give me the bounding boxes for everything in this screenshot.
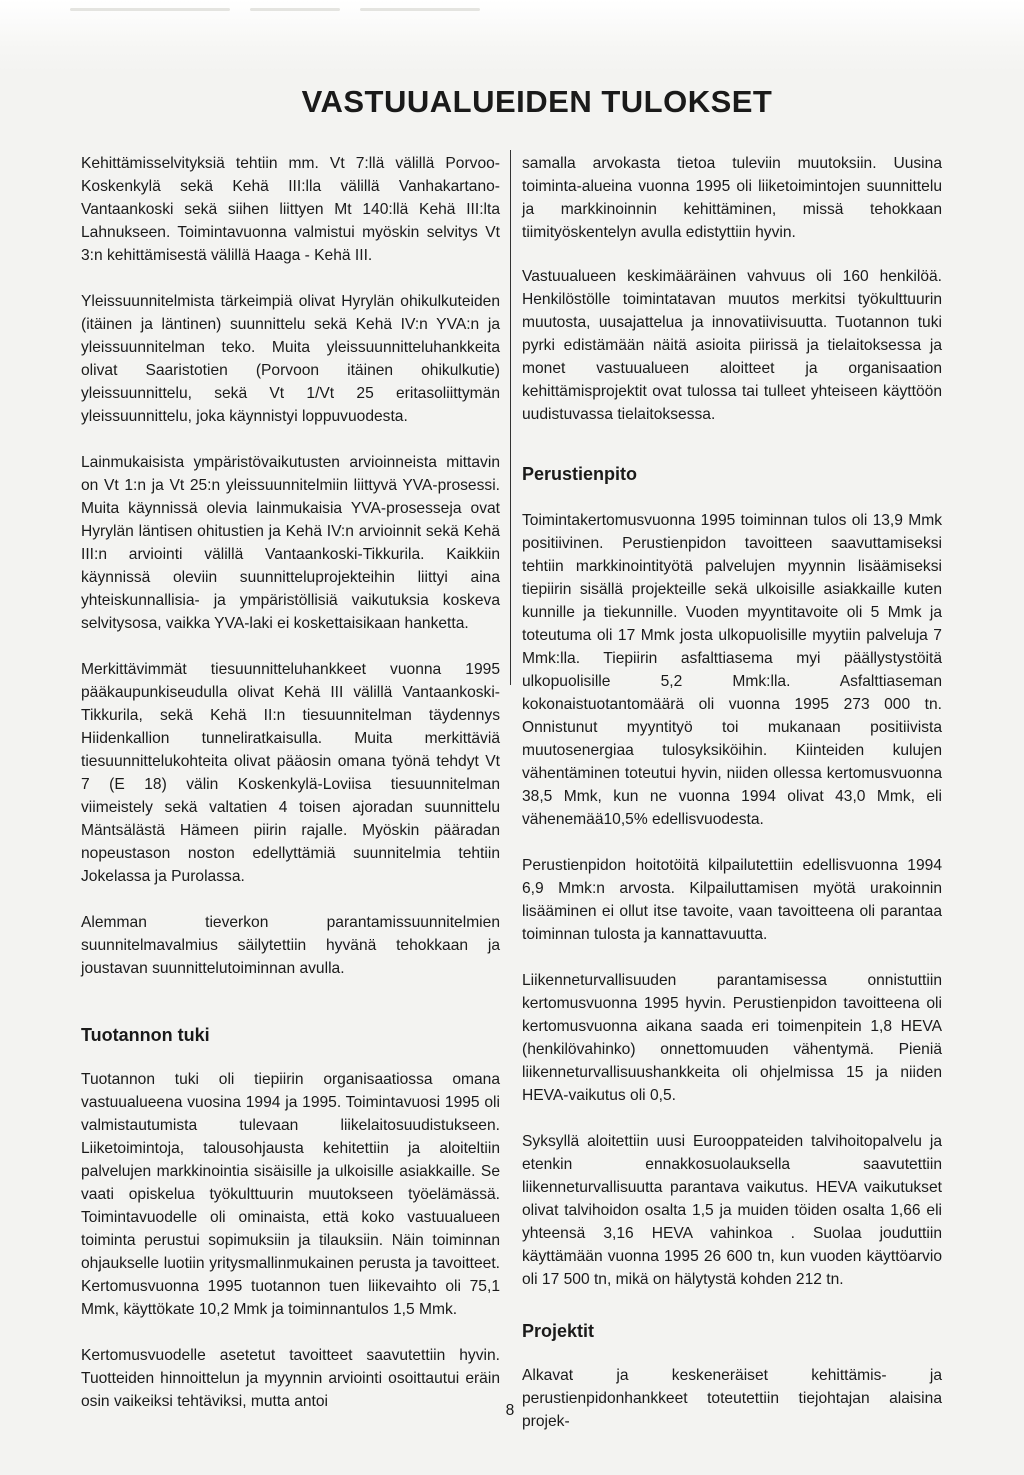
- section-heading-tuotannon-tuki: Tuotannon tuki: [81, 1025, 210, 1045]
- paragraph: Vastuualueen keskimääräinen vahvuus oli 160 henkilöä. Henkilöstölle toimintatavan muutos merkitsi työkulttuurin muutosta, uusajattelua ja innovatiivisuutta. Tuotannon tuki pyrki edistämään näitä asioita piirissä ja tielaitoksessa ja monet vastuualueen aloitteet ja organisaation kehittämisprojektit ovat tulossa tai tulleet yhteiseen käyttöön uudistuvassa tielaitoksessa.: [522, 268, 942, 423]
- paragraph: Lainmukaisista ympäristövaikutusten arvioinneista mittavin on Vt 1:n ja Vt 25:n yleissuunnitelmiin liittyvä YVA-prosessi. Muita käynnissä olevia lainmukaisia YVA-prosesseja ovat Hyrylän läntisen ohitustien ja Kehä IV:n arvioinnit sekä Kehä III:n arviointi välillä Vantaankoski-Tikkurila. Kaikkiin käynnissä oleviin suunnitteluprojekteihin liittyi aina yhteiskunnallisia- ja ympäristöllisiä vaikutuksia koskeva selvitysosa, vaikka YVA-laki ei koskettaisikaan hanketta.: [81, 454, 500, 632]
- column-divider: [510, 150, 511, 685]
- paragraph: Syksyllä aloitettiin uusi Eurooppateiden talvihoitopalvelu ja etenkin ennakkosuolauksella saavutettiin liikenneturvallisuutta parantava vaikutus. HEVA vaikutukset olivat talvihoidon osalta 1,5 ja muiden töiden osalta 1,66 eli yhteensä 3,16 HEVA vahinkoa . Suolaa jouduttiin käyttämään vuonna 1995 26 600 tn, kun vuoden käyttöarvio oli 17 500 tn, mikä on hälytystä kohden 212 tn.: [522, 1133, 942, 1288]
- paragraph: Toimintakertomusvuonna 1995 toiminnan tulos oli 13,9 Mmk positiivinen. Perustienpidon tavoitteen saavuttamiseksi tehtiin markkinointityötä palvelujen myynnin lisäämiseksi tiepiirin sisällä projekteille sekä ulkoisille asiakkaille kuten kunnille ja tiekunnille. Vuoden myyntitavoite oli 5 Mmk ja toteutuma oli 17 Mmk josta ulkopuolisille myytiin palveluja 7 Mmk:lla. Tiepiirin asfalttiasema myi päällystystöitä ulkopuolisille 5,2 Mmk:lla. Asfalttiaseman kokonaistuotantomäärä oli vuonna 1995 273 000 tn. Onnistunut myyntityö toi mukanaan positiivista muutosenergiaa tulosyksiköihin. Kiinteiden kulujen vähentäminen toteutui hyvin, niiden ollessa kertomusvuonna 38,5 Mmk, kun ne vuonna 1994 olivat 43,0 Mmk, eli vähenemää10,5% edellisvuodesta.: [522, 512, 942, 828]
- scan-header-band: [0, 0, 1024, 72]
- paragraph: Merkittävimmät tiesuunnitteluhankkeet vuonna 1995 pääkaupunkiseudulla olivat Kehä III välillä Vantaankoski-Tikkurila, sekä Kehä II:n tiesuunnitelman täydennys Hiidenkallion tunneliratkaisulla. Muita merkittäviä tiesuunnittelukohteita olivat pääosin omana työnä tehdyt Vt 7 (E 18) välin Koskenkylä-Loviisa tiesuunnitelman viimeistely sekä valtatien 4 toisen ajoradan suunnittelu Mäntsälästä Hämeen piirin rajalle. Myöskin pääradan nopeustason noston edellyttämiä suunnitelmia tehtiin Jokelassa ja Purolassa.: [81, 661, 500, 885]
- paragraph: Kehittämisselvityksiä tehtiin mm. Vt 7:llä välillä Porvoo-Koskenkylä sekä Kehä III:lla välillä Vanhakartano-Vantaankoski sekä siihen liittyen Mt 140:llä Kehä III:lta Lahnukseen. Toimintavuonna valmistui myöskin selvitys Vt 3:n kehittämisestä välillä Haaga - Kehä III.: [81, 155, 500, 264]
- scan-artifact: [360, 8, 480, 11]
- paragraph: Tuotannon tuki oli tiepiirin organisaatiossa omana vastuualueena vuosina 1994 ja 1995. Toimintavuosi 1995 oli valmistautumista tulevaan liikelaitosuudistukseen. Liiketoimintoja, talousohjausta kehitettiin ja aloiteltiin palvelujen markkinointia sisäisille ja ulkoisille asiakkaille. Se vaati opiskelua työkulttuurin muutokseen työelämässä. Toimintavuodelle oli ominaista, että koko vastuualueen toiminta perustui sopimuksiin ja tilauksiin. Näin toiminnan ohjaukselle luotiin yritysmallinmukainen perusta ja tavoitteet. Kertomusvuonna 1995 tuotannon tuen liikevaihto oli 75,1 Mmk, käyttökate 10,2 Mmk ja toiminnantulos 1,5 Mmk.: [81, 1071, 500, 1318]
- paragraph: Alkavat ja keskeneräiset kehittämis- ja perustienpidonhankkeet toteutettiin tiejohtajan alaisina projek-: [522, 1367, 942, 1430]
- paragraph: Liikenneturvallisuuden parantamisessa onnistuttiin kertomusvuonna 1995 hyvin. Perustienpidon tavoitteena oli kertomusvuonna aikana saada eri toimenpitein 1,8 HEVA (henkilövahinko) onnettomuuden vähentymä. Pieniä liikenneturvallisuushankkeita oli ohjelmissa 15 ja niiden HEVA-vaikutus oli 0,5.: [522, 972, 942, 1104]
- page-title: VASTUUALUEIDEN TULOKSET: [301, 84, 773, 119]
- left-column: [81, 152, 500, 1436]
- right-column: [522, 152, 942, 1456]
- paragraph: Perustienpidon hoitotöitä kilpailutettiin edellisvuonna 1994 6,9 Mmk:n arvosta. Kilpailuttamisen myötä urakoinnin lisääminen ei ollut itse tavoite, vaan tavoitteena oli parantaa toiminnan tulosta ja kannattavuutta.: [522, 857, 942, 943]
- section-heading-projektit: Projektit: [522, 1321, 595, 1341]
- scan-artifact: [70, 8, 230, 11]
- paragraph: Kertomusvuodelle asetetut tavoitteet saavutettiin hyvin. Tuotteiden hinnoittelun ja myynnin arviointi osoittautui eräin osin vaikeiksi tehtäviksi, mutta antoi: [81, 1347, 500, 1410]
- paragraph: Alemman tieverkon parantamissuunnitelmien suunnitelmavalmius säilytettiin hyvänä tehokkaan ja joustavan suunnittelutoiminnan avulla.: [81, 914, 500, 977]
- paragraph: samalla arvokasta tietoa tuleviin muutoksiin. Uusina toiminta-alueina vuonna 1995 oli liiketoimintojen suunnittelu ja markkinoinnin kehittäminen, missä tehokkaan tiimityöskentelyn avulla edistyttiin hyvin.: [522, 155, 942, 241]
- page-number: 8: [505, 1402, 515, 1419]
- paragraph: Yleissuunnitelmista tärkeimpiä olivat Hyrylän ohikulkuteiden (itäinen ja läntinen) suunnittelu sekä Kehä IV:n YVA:n ja yleissuunnitelman teko. Muita yleissuunnitteluhankkeita olivat Saaristotien (Porvoon itäinen ohikulkutie) yleissuunnittelu, sekä Vt 1/Vt 25 eritasoliittymän yleissuunnittelu, joka käynnistyi loppuvuodesta.: [81, 293, 500, 425]
- section-heading-perustienpito: Perustienpito: [522, 464, 638, 484]
- scan-artifact: [250, 8, 340, 11]
